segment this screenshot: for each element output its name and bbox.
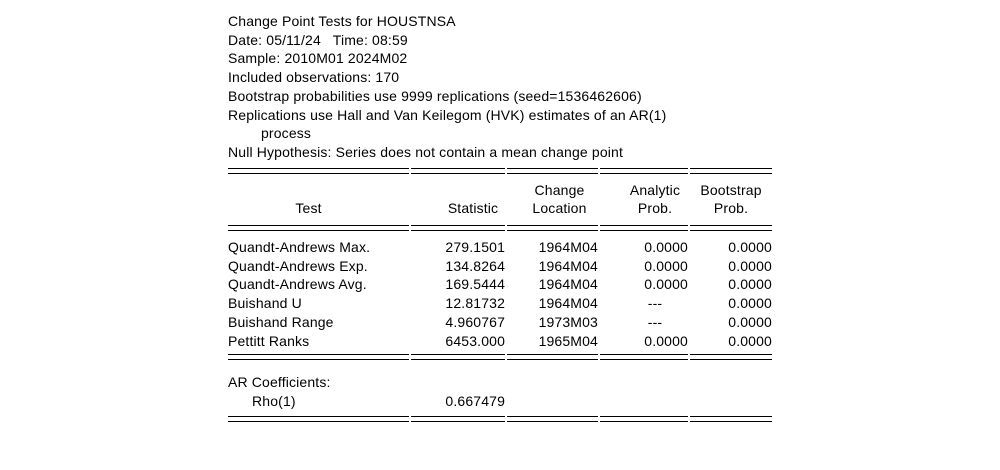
cell-statistic: 134.8264 bbox=[445, 257, 505, 274]
cell-bootstrap-prob: 0.0000 bbox=[728, 257, 772, 274]
cell-test: Buishand Range bbox=[228, 313, 334, 330]
table-row bbox=[228, 238, 772, 257]
table-row bbox=[228, 275, 772, 294]
cell-change-location: 1964M04 bbox=[538, 239, 598, 255]
column-header-statistic: Statistic bbox=[447, 200, 499, 217]
cell-change-location: 1965M04 bbox=[538, 332, 598, 349]
cell-analytic-prob: --- bbox=[647, 313, 663, 330]
table-header-row bbox=[228, 174, 772, 225]
rho-label: Rho(1) bbox=[252, 392, 296, 409]
cell-test: Quandt-Andrews Avg. bbox=[228, 276, 367, 293]
cell-bootstrap-prob: 0.0000 bbox=[728, 295, 772, 312]
report-observations-line: Included observations: 170 bbox=[228, 69, 400, 86]
cell-bootstrap-prob: 0.0000 bbox=[728, 276, 772, 293]
cell-test: Quandt-Andrews Max. bbox=[228, 239, 371, 255]
table-rule-mid bbox=[228, 354, 772, 360]
cell-bootstrap-prob: 0.0000 bbox=[728, 313, 772, 330]
table-row bbox=[228, 332, 772, 351]
cell-statistic: 169.5444 bbox=[445, 276, 505, 293]
cell-statistic: 4.960767 bbox=[445, 313, 505, 330]
change-point-report bbox=[228, 12, 772, 422]
cell-bootstrap-prob: 0.0000 bbox=[728, 239, 772, 255]
table-rule-below-header bbox=[228, 225, 772, 231]
table-rule-top bbox=[228, 168, 772, 174]
table-footer bbox=[228, 360, 772, 415]
cell-change-location: 1964M04 bbox=[538, 257, 598, 274]
change-point-results-table bbox=[228, 168, 772, 422]
report-replications-continuation: process bbox=[261, 125, 312, 142]
cell-test: Quandt-Andrews Exp. bbox=[228, 257, 368, 274]
report-null-hypothesis-line: Null Hypothesis: Series does not contain a mean change point bbox=[228, 143, 624, 160]
cell-statistic: 279.1501 bbox=[445, 239, 505, 255]
cell-change-location: 1964M04 bbox=[538, 295, 598, 312]
column-header-bootstrap-prob: Bootstrap Prob. bbox=[700, 181, 762, 217]
cell-statistic: 6453.000 bbox=[445, 332, 505, 349]
cell-change-location: 1964M04 bbox=[538, 276, 598, 293]
column-header-test: Test bbox=[295, 200, 322, 217]
cell-analytic-prob: --- bbox=[647, 295, 663, 312]
table-row bbox=[228, 294, 772, 313]
report-replications-line: Replications use Hall and Van Keilegom (HVK) estimates of an AR(1) bbox=[228, 106, 667, 123]
cell-analytic-prob: 0.0000 bbox=[644, 276, 688, 293]
cell-change-location: 1973M03 bbox=[538, 313, 598, 330]
cell-analytic-prob: 0.0000 bbox=[644, 332, 688, 349]
cell-analytic-prob: 0.0000 bbox=[644, 239, 688, 255]
report-title: Change Point Tests for HOUSTNSA bbox=[228, 13, 456, 29]
report-sample-line: Sample: 2010M01 2024M02 bbox=[228, 50, 408, 67]
column-header-analytic-prob: Analytic Prob. bbox=[629, 181, 681, 217]
rho-value: 0.667479 bbox=[445, 392, 505, 409]
cell-analytic-prob: 0.0000 bbox=[644, 257, 688, 274]
cell-bootstrap-prob: 0.0000 bbox=[728, 332, 772, 349]
cell-statistic: 12.81732 bbox=[445, 295, 505, 312]
column-header-change-location: Change Location bbox=[532, 181, 587, 217]
report-bootstrap-line: Bootstrap probabilities use 9999 replications (seed=1536462606) bbox=[228, 87, 642, 104]
table-body bbox=[228, 231, 772, 354]
cell-test: Pettitt Ranks bbox=[228, 332, 310, 349]
cell-test: Buishand U bbox=[228, 295, 302, 312]
table-row bbox=[228, 257, 772, 276]
table-rule-bottom bbox=[228, 416, 772, 422]
report-header bbox=[228, 12, 772, 162]
report-date-line: Date: 05/11/24 Time: 08:59 bbox=[228, 31, 408, 48]
table-row bbox=[228, 313, 772, 332]
ar-coefficients-label: AR Coefficients: bbox=[228, 374, 331, 391]
